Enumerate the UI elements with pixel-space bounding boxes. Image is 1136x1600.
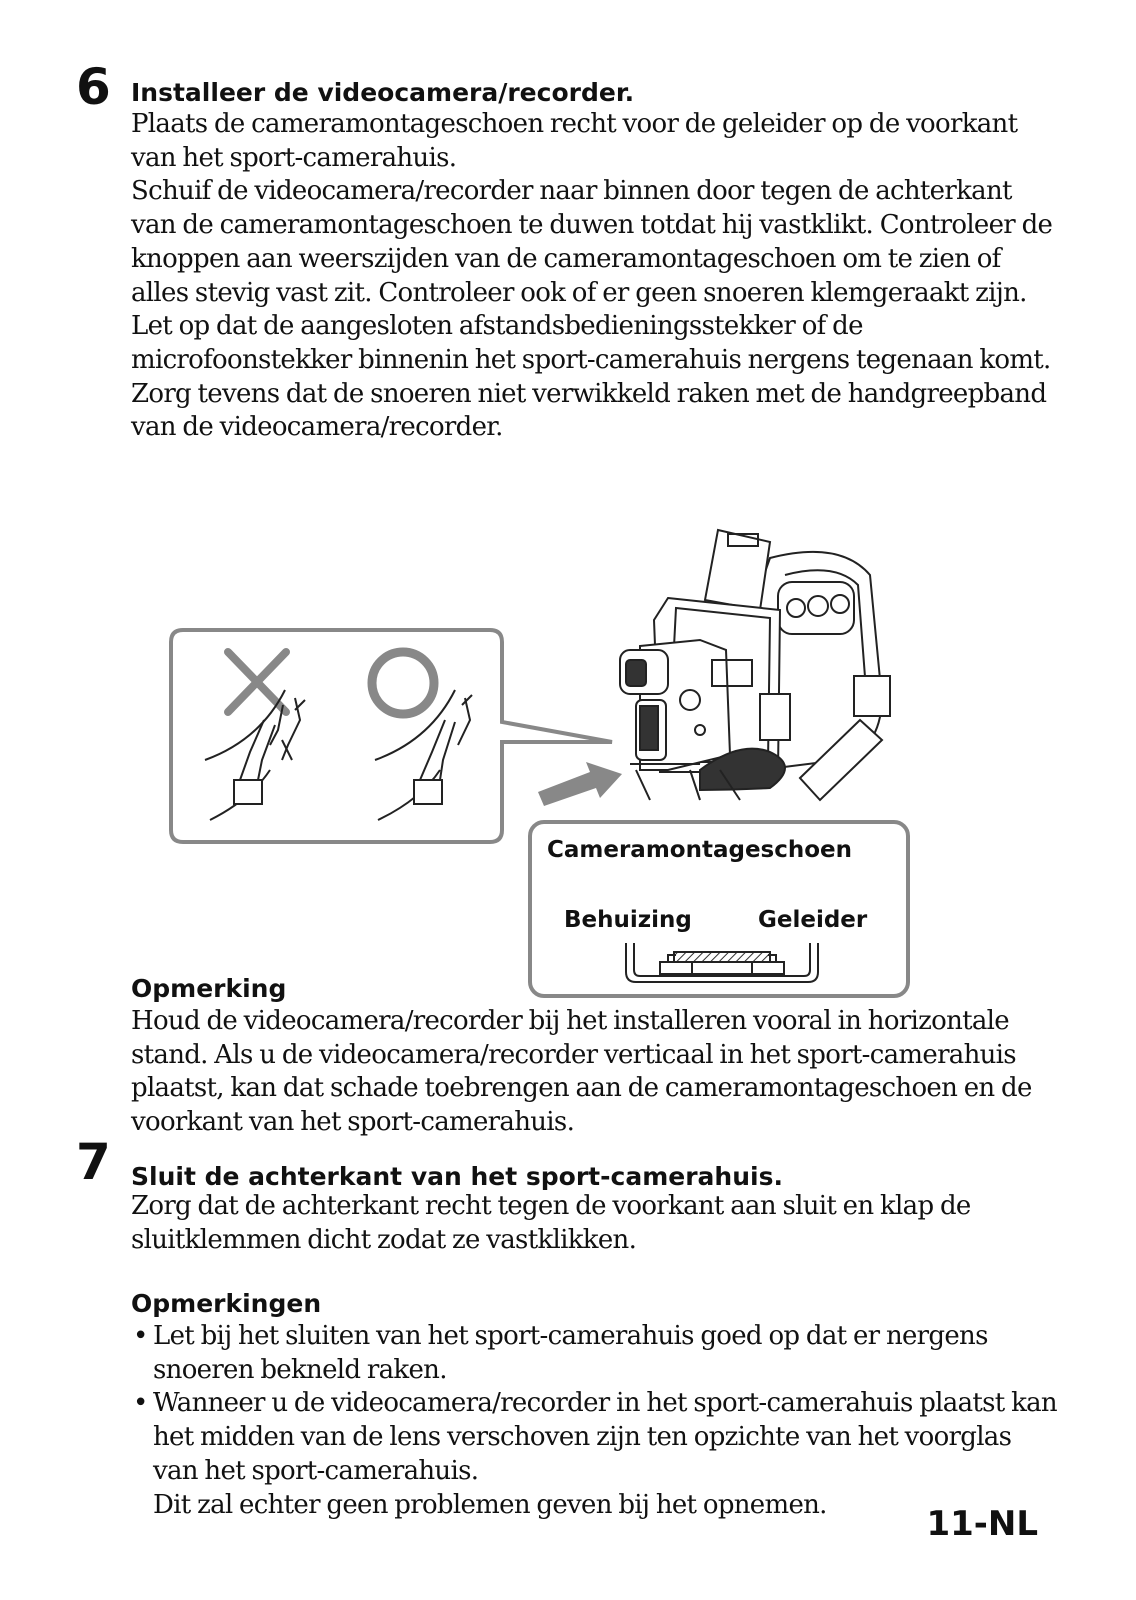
note-heading: Opmerking: [131, 974, 287, 1003]
label-geleider: Geleider: [758, 907, 868, 933]
label-cameramontageschoen: Cameramontageschoen: [547, 837, 853, 863]
step-6-number: 6: [76, 58, 111, 116]
list-item: • Let bij het sluiten van het sport-camerahuis goed op dat er nergens snoeren bekneld raken.: [131, 1320, 1061, 1387]
step-6-paragraph: Let op dat de aangesloten afstandsbedieningsstekker of de microfoonstekker binnenin het sport-camerahuis nergens tegenaan komt.: [131, 311, 1051, 375]
correct-incorrect-inset: [171, 630, 612, 842]
camera-housing-drawing: [620, 530, 890, 800]
step-7-body: Zorg dat de achterkant recht tegen de voorkant aan sluit en klap de sluitklemmen dicht zodat ze vastklikken.: [131, 1191, 971, 1255]
step-6-paragraph: Plaats de cameramontageschoen recht voor de geleider op de voorkant van het sport-camerahuis.: [131, 109, 1018, 173]
note-body: Houd de videocamera/recorder bij het installeren vooral in horizontale stand. Als u de videocamera/recorder verticaal in het sport-camerahuis plaatst, kan dat schade toebrengen aan de cameramontageschoen en de voorkant van het sport-camerahuis.: [131, 1006, 1032, 1138]
notes-heading: Opmerkingen: [131, 1289, 322, 1318]
page-number: 11-NL: [926, 1504, 1038, 1544]
step-7-heading: Sluit de achterkant van het sport-camerahuis.: [131, 1162, 783, 1191]
step-6-paragraph: Zorg tevens dat de snoeren niet verwikkeld raken met de handgreepband van de videocamera/recorder.: [131, 378, 1047, 443]
step-6-heading: Installeer de videocamera/recorder.: [131, 78, 635, 107]
insert-arrow-icon: [538, 762, 622, 806]
step-6-paragraph: Schuif de videocamera/recorder naar binnen door tegen de achterkant van de cameramontageschoen te duwen totdat hij vastklikt. Controleer de knoppen aan weerszijden van de cameramontageschoen om te zien of alles stevig vast zit. Controleer ook of er geen snoeren klemgeraakt zijn.: [131, 176, 1053, 308]
step-7-number: 7: [76, 1133, 111, 1191]
mounting-shoe-callout: [530, 822, 908, 996]
notes-continuation: Dit zal echter geen problemen geven bij het opnemen.: [153, 1490, 827, 1520]
notes-list: [131, 1320, 1061, 1489]
list-item: • Wanneer u de videocamera/recorder in het sport-camerahuis plaatst kan het midden van de lens verschoven zijn ten opzichte van het voorglas van het sport-camerahuis.: [131, 1387, 1061, 1488]
label-behuizing: Behuizing: [564, 907, 692, 933]
